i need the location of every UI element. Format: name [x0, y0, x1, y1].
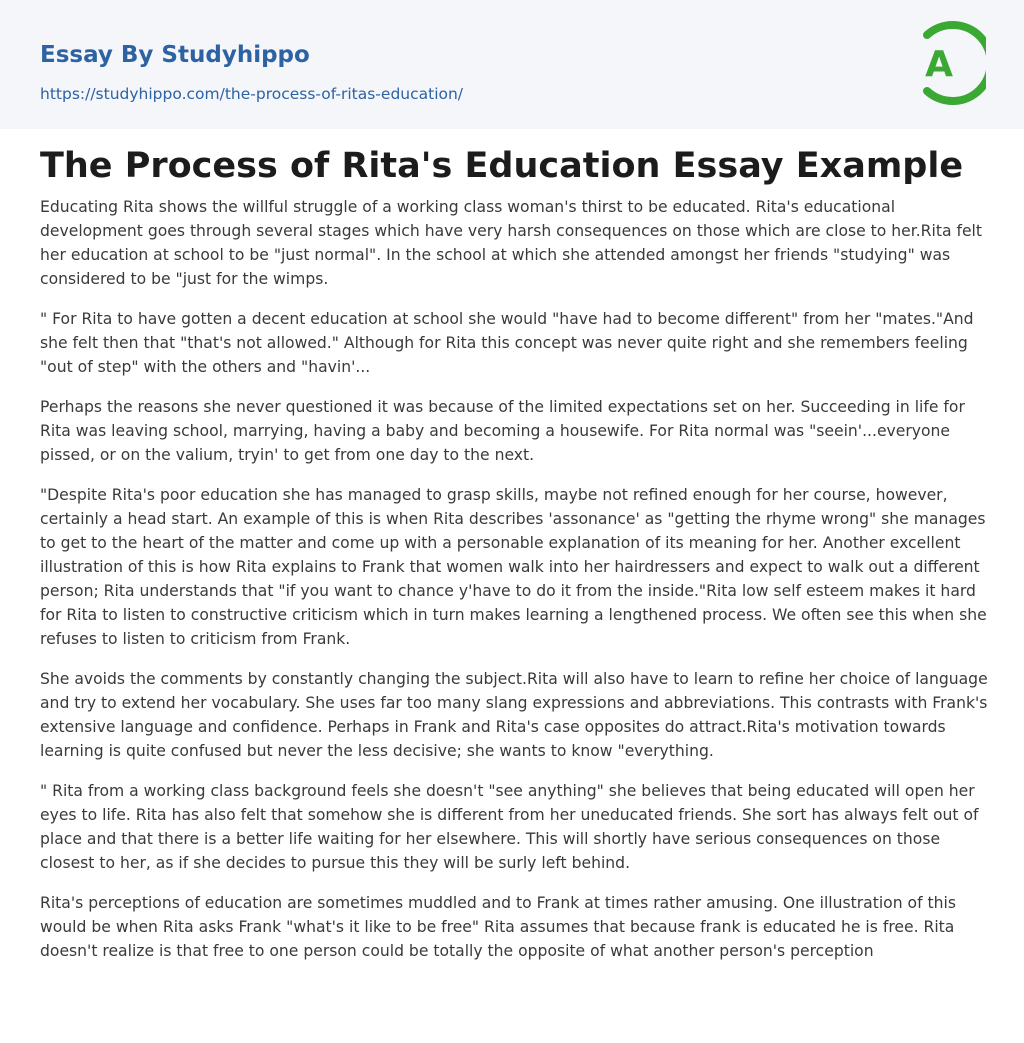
studyhippo-logo[interactable] [910, 18, 986, 106]
page-title: The Process of Rita's Education Essay Example [40, 146, 964, 186]
essay-paragraph: Rita's perceptions of education are sometimes muddled and to Frank at times rather amusing. One illustration of this would be when Rita asks Frank "what's it like to be free" Rita assumes that because frank is educated he is free. Rita doesn't realize is that free to one person could be totally the opposite of what another person's perception [40, 894, 956, 960]
essay-paragraph: Educating Rita shows the willful struggle of a working class woman's thirst to be educated. Rita's educational development goes through several stages which have very harsh consequences on those which are close to her.Rita felt her education at school to be "just normal". In the school at which she attended amongst her friends "studying" was considered to be "just for the wimps. [40, 198, 983, 288]
essay-paragraph: "Despite Rita's poor education she has managed to grasp skills, maybe not refined enough for her course, however, certainly a head start. An example of this is when Rita describes 'assonance' as "getting the rhyme wrong" she manages to get to the heart of the matter and come up with a personable explanation of its meaning for her. Another excellent illustration of this is how Rita explains to Frank that women walk into her hairdressers and expect to walk out a different person; Rita understands that "if you want to chance y'have to do it from the inside."Rita low self esteem makes it hard for Rita to listen to constructive criticism which in turn makes learning a lengthened process. We often see this when she refuses to listen to criticism from Frank. [40, 486, 987, 648]
essay-paragraph: Perhaps the reasons she never questioned it was because of the limited expectations set on her. Succeeding in life for Rita was leaving school, marrying, having a baby and becoming a housewife. For Rita normal was "seein'...everyone pissed, or on the valium, tryin' to get from one day to the next. [40, 398, 965, 464]
essay-body [40, 195, 988, 979]
essay-paragraph: " For Rita to have gotten a decent education at school she would "have had to become different" from her "mates."And she felt then that "that's not allowed." Although for Rita this concept was never quite right and she remembers feeling "out of step" with the others and "havin'... [40, 310, 974, 376]
essay-paragraph: She avoids the comments by constantly changing the subject.Rita will also have to learn to refine her choice of language and try to extend her vocabulary. She uses far too many slang expressions and abbreviations. This contrasts with Frank's extensive language and confidence. Perhaps in Frank and Rita's case opposites do attract.Rita's motivation towards learning is quite confused but never the less decisive; she wants to know "everything. [40, 670, 988, 760]
logo-icon [910, 18, 986, 106]
essay-paragraph: " Rita from a working class background feels she doesn't "see anything" she believes that being educated will open her eyes to life. Rita has also felt that somehow she is different from her uneducated friends. She sort has always felt out of place and that there is a better life waiting for her elsewhere. This will shortly have serious consequences on those closest to her, as if she decides to pursue this they will be surly left behind. [40, 782, 979, 872]
essay-url-link[interactable]: https://studyhippo.com/the-process-of-ritas-education/ [40, 85, 464, 103]
brand-title[interactable]: Essay By Studyhippo [40, 42, 310, 68]
site-header [0, 0, 1024, 129]
logo-letter: A [925, 44, 953, 85]
